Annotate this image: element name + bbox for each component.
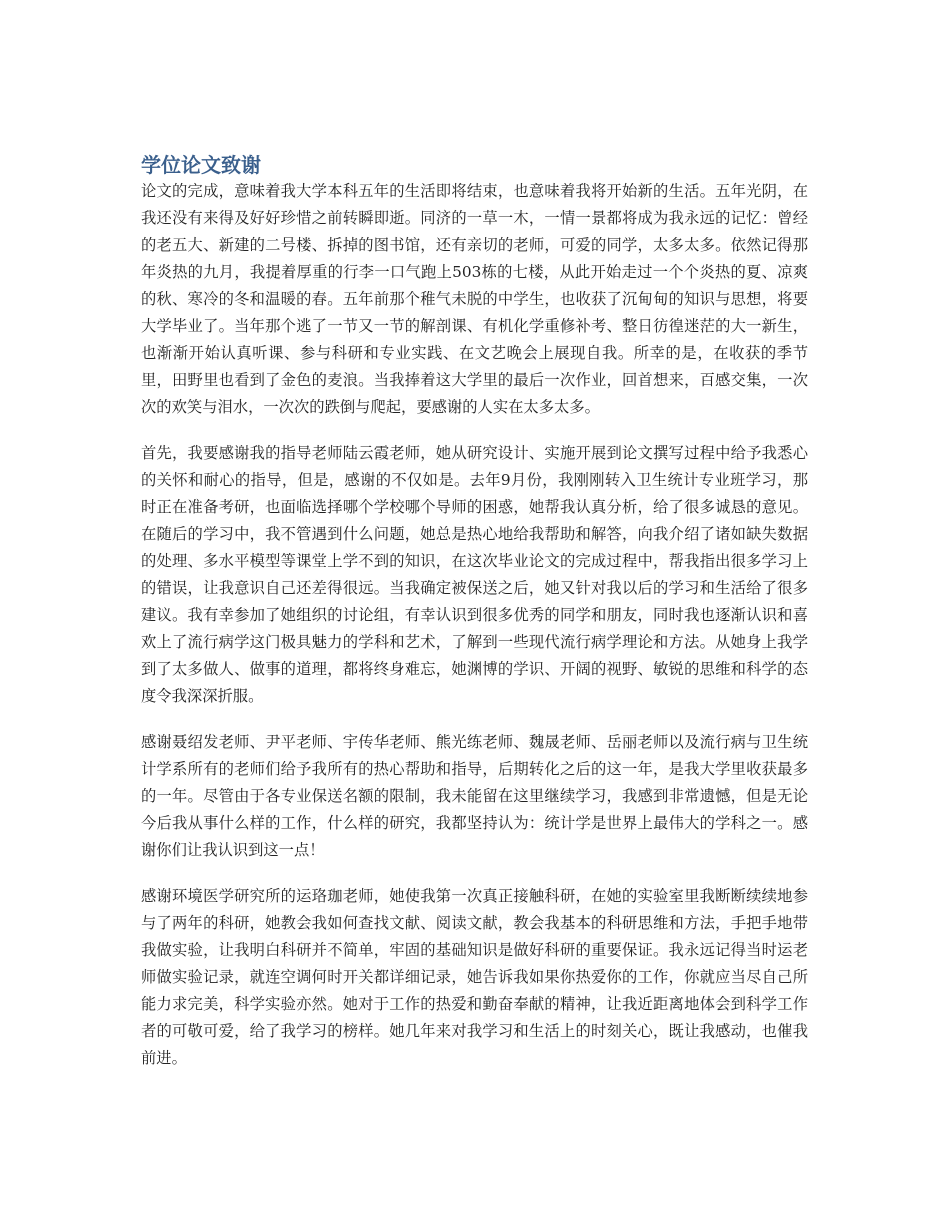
paragraph-intro: 论文的完成，意味着我大学本科五年的生活即将结束，也意味着我将开始新的生活。五年光阴，在我还没有来得及好好珍惜之前转瞬即逝。同济的一草一木，一情一景都将成为我永远的记忆：曾经的老五大、新建的二号楼、拆掉的图书馆，还有亲切的老师，可爱的同学，太多太多。依然记得那年炎热的九月，我提着厚重的行李一口气跑上503栋的七楼，从此开始走过一个个炎热的夏、凉爽的秋、寒冷的冬和温暖的春。五年前那个稚气未脱的中学生，也收获了沉甸甸的知识与思想，将要大学毕业了。当年那个逃了一节又一节的解剖课、有机化学重修补考、整日彷徨迷茫的大一新生，也渐渐开始认真听课、参与科研和专业实践、在文艺晚会上展现自我。所幸的是，在收获的季节里，田野里也看到了金色的麦浪。当我捧着这大学里的最后一次作业，回首想来，百感交集，一次次的欢笑与泪水，一次次的跌倒与爬起，要感谢的人实在太多太多。 (141, 182, 808, 416)
paragraph-advisor: 首先，我要感谢我的指导老师陆云霞老师，她从研究设计、实施开展到论文撰写过程中给予我悉心的关怀和耐心的指导，但是，感谢的不仅如是。去年9月份，我刚刚转入卫生统计专业班学习，那时正在准备考研，也面临选择哪个学校哪个导师的困惑，她帮我认真分析，给了很多诚恳的意见。在随后的学习中，我不管遇到什么问题，她总是热心地给我帮助和解答，向我介绍了诸如缺失数据的处理、多水平模型等课堂上学不到的知识，在这次毕业论文的完成过程中，帮我指出很多学习上的错误，让我意识自己还差得很远。当我确定被保送之后，她又针对我以后的学习和生活给了很多建议。我有幸参加了她组织的讨论组，有幸认识到很多优秀的同学和朋友，同时我也逐渐认识和喜欢上了流行病学这门极具魅力的学科和艺术，了解到一些现代流行病学理论和方法。从她身上我学到了太多做人、做事的道理，都将终身难忘，她渊博的学识、开阔的视野、敏锐的思维和科学的态度令我深深折服。 (141, 444, 808, 705)
document-page (141, 150, 808, 1091)
paragraph-lab-teacher: 感谢环境医学研究所的运珞珈老师，她使我第一次真正接触科研，在她的实验室里我断断续续地参与了两年的科研，她教会我如何查找文献、阅读文献，教会我基本的科研思维和方法，手把手地带我做实验，让我明白科研并不简单，牢固的基础知识是做好科研的重要保证。我永远记得当时运老师做实验记录，就连空调何时开关都详细记录，她告诉我如果你热爱你的工作，你就应当尽自己所能力求完美，科学实验亦然。她对于工作的热爱和勤奋奉献的精神，让我近距离地体会到科学工作者的可敬可爱，给了我学习的榜样。她几年来对我学习和生活上的时刻关心，既让我感动，也催我前进。 (141, 887, 808, 1067)
paragraph-teachers: 感谢聂绍发老师、尹平老师、宇传华老师、熊光练老师、魏晟老师、岳丽老师以及流行病与卫生统计学系所有的老师们给予我所有的热心帮助和指导，后期转化之后的这一年，是我大学里收获最多的一年。尽管由于各专业保送名额的限制，我未能留在这里继续学习，我感到非常遗憾，但是无论今后我从事什么样的工作，什么样的研究，我都坚持认为：统计学是世界上最伟大的学科之一。感谢你们让我认识到这一点！ (141, 733, 808, 859)
document-title: 学位论文致谢 (141, 153, 261, 177)
